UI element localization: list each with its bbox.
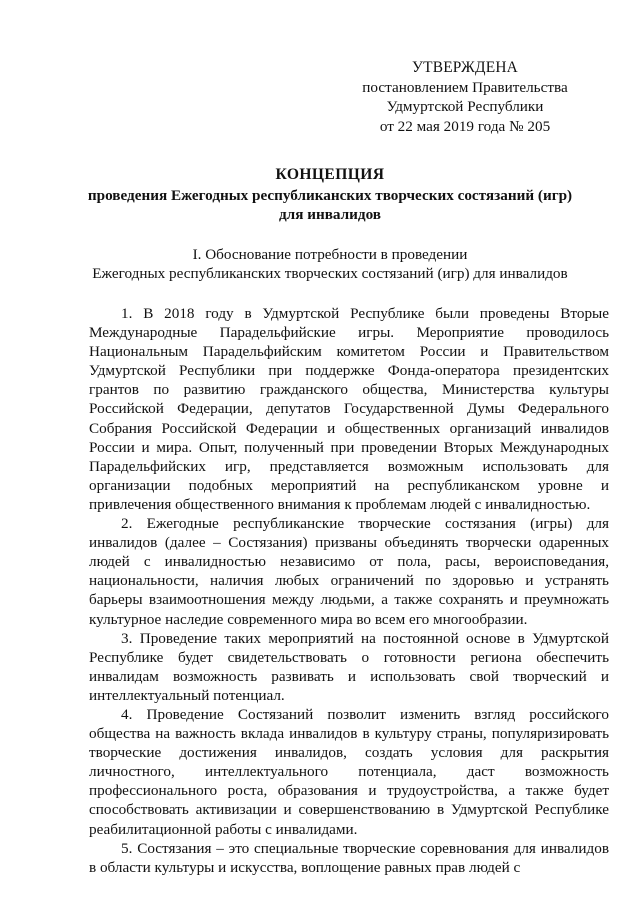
paragraph-4: 4. Проведение Состязаний позволит изменить взгляд российского общества на важность вклада инвалидов в культуру страны, популяризировать творческие достижения инвалидов, создать условия для раскрытия личностного, интеллектуального потенциала, даст возможность профессионального роста, образования и трудоустройства, а также будет способствовать активизации и совершенствованию в Удмуртской Республике реабилитационной работы с инвалидами. [89, 705, 609, 838]
approval-line-1: постановлением Правительства [362, 78, 568, 96]
section-heading-line-1: I. Обоснование потребности в проведении [192, 246, 468, 263]
paragraph-1: 1. В 2018 году в Удмуртской Республике были проведены Вторые Международные Парадельфийские игры. Мероприятие проводилось Национальным Парадельфийским комитетом России и Правительством Удмуртской Республики при поддержке Фонда-оператора президентских грантов по развитию гражданского общества, Министерства культуры Российской Федерации, депутатов Государственной Думы Федерального Собрания Российской Федерации и общественных организаций инвалидов России и мира. Опыт, полученный при проведении Вторых Международных Парадельфийских игр, представляется возможным использовать для организации подобных мероприятий на республиканском уровне и привлечения общественного внимания к проблемам людей с инвалидностью. [89, 305, 609, 513]
paragraph-2: 2. Ежегодные республиканские творческие состязания (игры) для инвалидов (далее – Состязания) призваны объединять творчески одаренных людей с инвалидностью независимо от пола, расы, вероисповедания, национальности, наличия любых ограничений по здоровью и устранять барьеры взаимоотношения между людьми, а также сохранять и преумножать культурное наследие современного мира во всем его многообразии. [89, 515, 609, 628]
title-main: КОНЦЕПЦИЯ [275, 166, 385, 183]
approval-line-2: Удмуртской Республики [386, 98, 544, 115]
body-text [89, 304, 609, 877]
paragraph-3: 3. Проведение таких мероприятий на постоянной основе в Удмуртской Республике будет свидетельствовать о готовности региона обеспечить инвалидам возможность развивать и использовать свой творческий и интеллектуальный потенциал. [89, 629, 609, 704]
document-title [60, 165, 600, 224]
section-heading [60, 245, 600, 283]
approval-line-3: от 22 мая 2019 года № 205 [379, 117, 551, 135]
title-line-2: для инвалидов [278, 206, 382, 223]
section-heading-line-2: Ежегодных республиканских творческих состязаний (игр) для инвалидов [92, 265, 568, 282]
approval-heading: УТВЕРЖДЕНА [412, 59, 518, 76]
approval-stamp [330, 58, 600, 136]
title-line-1: проведения Ежегодных республиканских творческих состязаний (игр) [87, 187, 573, 204]
paragraph-5: 5. Состязания – это специальные творческие соревнования для инвалидов в области культуры и искусства, воплощение равных прав людей с [89, 839, 609, 876]
